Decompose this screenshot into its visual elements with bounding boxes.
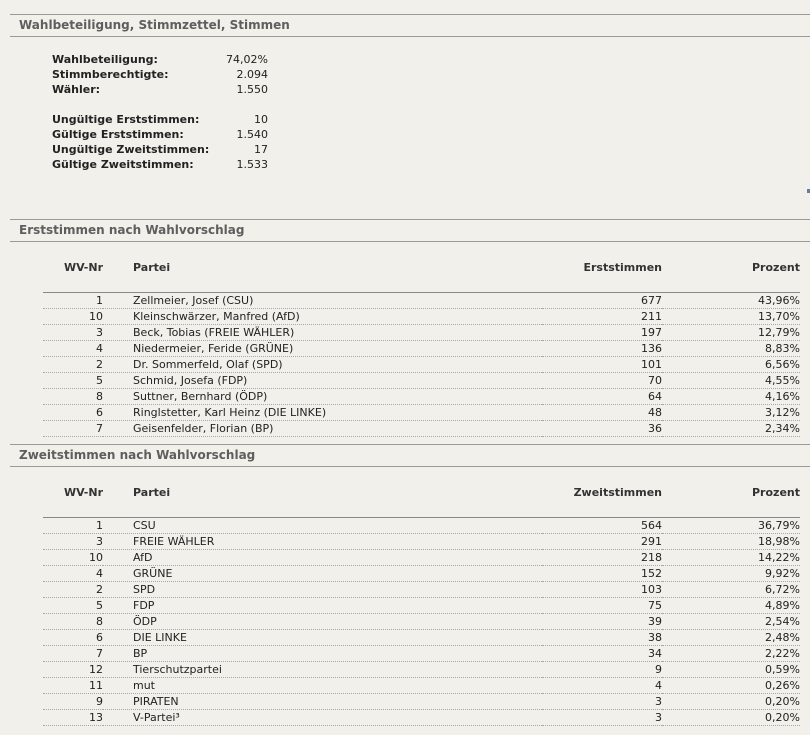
stat-label: Ungültige Zweitstimmen: [52, 143, 210, 156]
stat-value: 1.540 [236, 128, 268, 141]
turnout-stats [52, 52, 268, 172]
column-header-prozent: Prozent [752, 486, 800, 499]
cell-prozent: 4,16% [662, 389, 800, 405]
column-header-partei: Partei [133, 261, 171, 274]
table-row [43, 357, 800, 373]
cell-stimmen: 152 [542, 566, 662, 582]
zweitstimmen-table [43, 486, 800, 726]
cell-nr: 7 [43, 646, 103, 662]
table-row [43, 518, 800, 534]
column-header-stimmen: Zweitstimmen [573, 486, 662, 499]
cell-partei: V-Partei³ [103, 710, 542, 726]
cell-nr: 5 [43, 373, 103, 389]
cell-stimmen: 677 [542, 293, 662, 309]
cell-nr: 13 [43, 710, 103, 726]
stat-value: 10 [254, 113, 268, 126]
table-row [43, 325, 800, 341]
table-row [43, 309, 800, 325]
cell-partei: ÖDP [103, 614, 542, 630]
table-row [43, 389, 800, 405]
table-row [43, 614, 800, 630]
cell-nr: 5 [43, 598, 103, 614]
cell-prozent: 0,26% [662, 678, 800, 694]
cell-partei: Zellmeier, Josef (CSU) [103, 293, 542, 309]
stat-value: 17 [254, 143, 268, 156]
stat-value: 74,02% [226, 53, 268, 66]
cell-nr: 6 [43, 630, 103, 646]
column-header-nr: WV-Nr [63, 486, 103, 499]
cell-stimmen: 101 [542, 357, 662, 373]
cell-prozent: 3,12% [662, 405, 800, 421]
cell-partei: PIRATEN [103, 694, 542, 710]
stat-label: Wahlbeteiligung: [52, 53, 158, 66]
cell-stimmen: 3 [542, 710, 662, 726]
cell-prozent: 2,54% [662, 614, 800, 630]
table-row [43, 550, 800, 566]
cell-partei: Niedermeier, Feride (GRÜNE) [103, 341, 542, 357]
cell-nr: 11 [43, 678, 103, 694]
cell-prozent: 13,70% [662, 309, 800, 325]
cell-prozent: 18,98% [662, 534, 800, 550]
erststimmen-section-title: Erststimmen nach Wahlvorschlag [10, 219, 810, 242]
cell-stimmen: 4 [542, 678, 662, 694]
table-row [43, 373, 800, 389]
cell-stimmen: 211 [542, 309, 662, 325]
cell-prozent: 2,48% [662, 630, 800, 646]
cell-prozent: 0,59% [662, 662, 800, 678]
table-row [43, 293, 800, 309]
turnout-section-title: Wahlbeteiligung, Stimmzettel, Stimmen [10, 14, 810, 37]
cell-partei: SPD [103, 582, 542, 598]
cell-prozent: 14,22% [662, 550, 800, 566]
stat-value: 2.094 [236, 68, 268, 81]
cell-prozent: 12,79% [662, 325, 800, 341]
cell-nr: 1 [43, 293, 103, 309]
cell-partei: mut [103, 678, 542, 694]
cell-nr: 4 [43, 341, 103, 357]
cell-stimmen: 38 [542, 630, 662, 646]
cell-prozent: 6,56% [662, 357, 800, 373]
stat-label: Gültige Erststimmen: [52, 128, 184, 141]
cell-nr: 1 [43, 518, 103, 534]
table-row [43, 341, 800, 357]
cell-stimmen: 48 [542, 405, 662, 421]
stat-label: Ungültige Erststimmen: [52, 113, 200, 126]
cell-stimmen: 75 [542, 598, 662, 614]
cell-prozent: 9,92% [662, 566, 800, 582]
table-row [43, 405, 800, 421]
cell-stimmen: 70 [542, 373, 662, 389]
stat-row [52, 67, 268, 82]
cell-stimmen: 64 [542, 389, 662, 405]
cell-partei: Tierschutzpartei [103, 662, 542, 678]
cell-nr: 10 [43, 309, 103, 325]
table-row [43, 678, 800, 694]
cell-partei: CSU [103, 518, 542, 534]
stat-row [52, 112, 268, 127]
cell-nr: 6 [43, 405, 103, 421]
table-row [43, 710, 800, 726]
zweitstimmen-section-title: Zweitstimmen nach Wahlvorschlag [10, 444, 810, 467]
table-row [43, 662, 800, 678]
cell-partei: Dr. Sommerfeld, Olaf (SPD) [103, 357, 542, 373]
table-row [43, 534, 800, 550]
cell-nr: 10 [43, 550, 103, 566]
turnout-section [10, 14, 810, 37]
cell-prozent: 4,55% [662, 373, 800, 389]
cell-partei: Schmid, Josefa (FDP) [103, 373, 542, 389]
cell-prozent: 36,79% [662, 518, 800, 534]
cell-stimmen: 34 [542, 646, 662, 662]
cell-prozent: 43,96% [662, 293, 800, 309]
erststimmen-table-body [43, 293, 800, 437]
cell-stimmen: 218 [542, 550, 662, 566]
cell-nr: 8 [43, 389, 103, 405]
cell-nr: 4 [43, 566, 103, 582]
cell-stimmen: 9 [542, 662, 662, 678]
cell-partei: AfD [103, 550, 542, 566]
cell-nr: 7 [43, 421, 103, 437]
cell-partei: Suttner, Bernhard (ÖDP) [103, 389, 542, 405]
cell-prozent: 0,20% [662, 694, 800, 710]
cell-partei: FDP [103, 598, 542, 614]
table-row [43, 646, 800, 662]
cell-stimmen: 39 [542, 614, 662, 630]
cell-partei: Kleinschwärzer, Manfred (AfD) [103, 309, 542, 325]
cell-partei: DIE LINKE [103, 630, 542, 646]
zweitstimmen-section [10, 444, 810, 467]
stat-row [52, 52, 268, 67]
cell-partei: Beck, Tobias (FREIE WÄHLER) [103, 325, 542, 341]
cell-nr: 12 [43, 662, 103, 678]
stat-row [52, 157, 268, 172]
table-row [43, 582, 800, 598]
table-row [43, 566, 800, 582]
table-row [43, 630, 800, 646]
cell-partei: Ringlstetter, Karl Heinz (DIE LINKE) [103, 405, 542, 421]
cell-nr: 2 [43, 357, 103, 373]
cell-nr: 2 [43, 582, 103, 598]
cell-nr: 9 [43, 694, 103, 710]
stat-row [52, 82, 268, 97]
cell-stimmen: 564 [542, 518, 662, 534]
table-row [43, 421, 800, 437]
cell-stimmen: 197 [542, 325, 662, 341]
cell-partei: FREIE WÄHLER [103, 534, 542, 550]
stat-value: 1.533 [236, 158, 268, 171]
cell-prozent: 0,20% [662, 710, 800, 726]
cell-stimmen: 136 [542, 341, 662, 357]
table-row [43, 694, 800, 710]
cell-partei: Geisenfelder, Florian (BP) [103, 421, 542, 437]
stat-row [52, 127, 268, 142]
cell-nr: 3 [43, 534, 103, 550]
stat-value: 1.550 [236, 83, 268, 96]
stat-label: Stimmberechtigte: [52, 68, 169, 81]
cell-prozent: 4,89% [662, 598, 800, 614]
zweitstimmen-table-body [43, 518, 800, 726]
cell-prozent: 2,22% [662, 646, 800, 662]
cell-partei: GRÜNE [103, 566, 542, 582]
stat-row [52, 142, 268, 157]
cell-stimmen: 36 [542, 421, 662, 437]
erststimmen-table [43, 261, 800, 437]
cell-stimmen: 291 [542, 534, 662, 550]
cell-prozent: 2,34% [662, 421, 800, 437]
column-header-prozent: Prozent [752, 261, 800, 274]
cell-stimmen: 103 [542, 582, 662, 598]
column-header-stimmen: Erststimmen [583, 261, 662, 274]
stat-label: Gültige Zweitstimmen: [52, 158, 194, 171]
cell-stimmen: 3 [542, 694, 662, 710]
column-header-nr: WV-Nr [63, 261, 103, 274]
stat-label: Wähler: [52, 83, 101, 96]
erststimmen-section [10, 219, 810, 242]
cell-prozent: 6,72% [662, 582, 800, 598]
cell-nr: 3 [43, 325, 103, 341]
table-row [43, 598, 800, 614]
cell-partei: BP [103, 646, 542, 662]
cell-prozent: 8,83% [662, 341, 800, 357]
cell-nr: 8 [43, 614, 103, 630]
column-header-partei: Partei [133, 486, 171, 499]
